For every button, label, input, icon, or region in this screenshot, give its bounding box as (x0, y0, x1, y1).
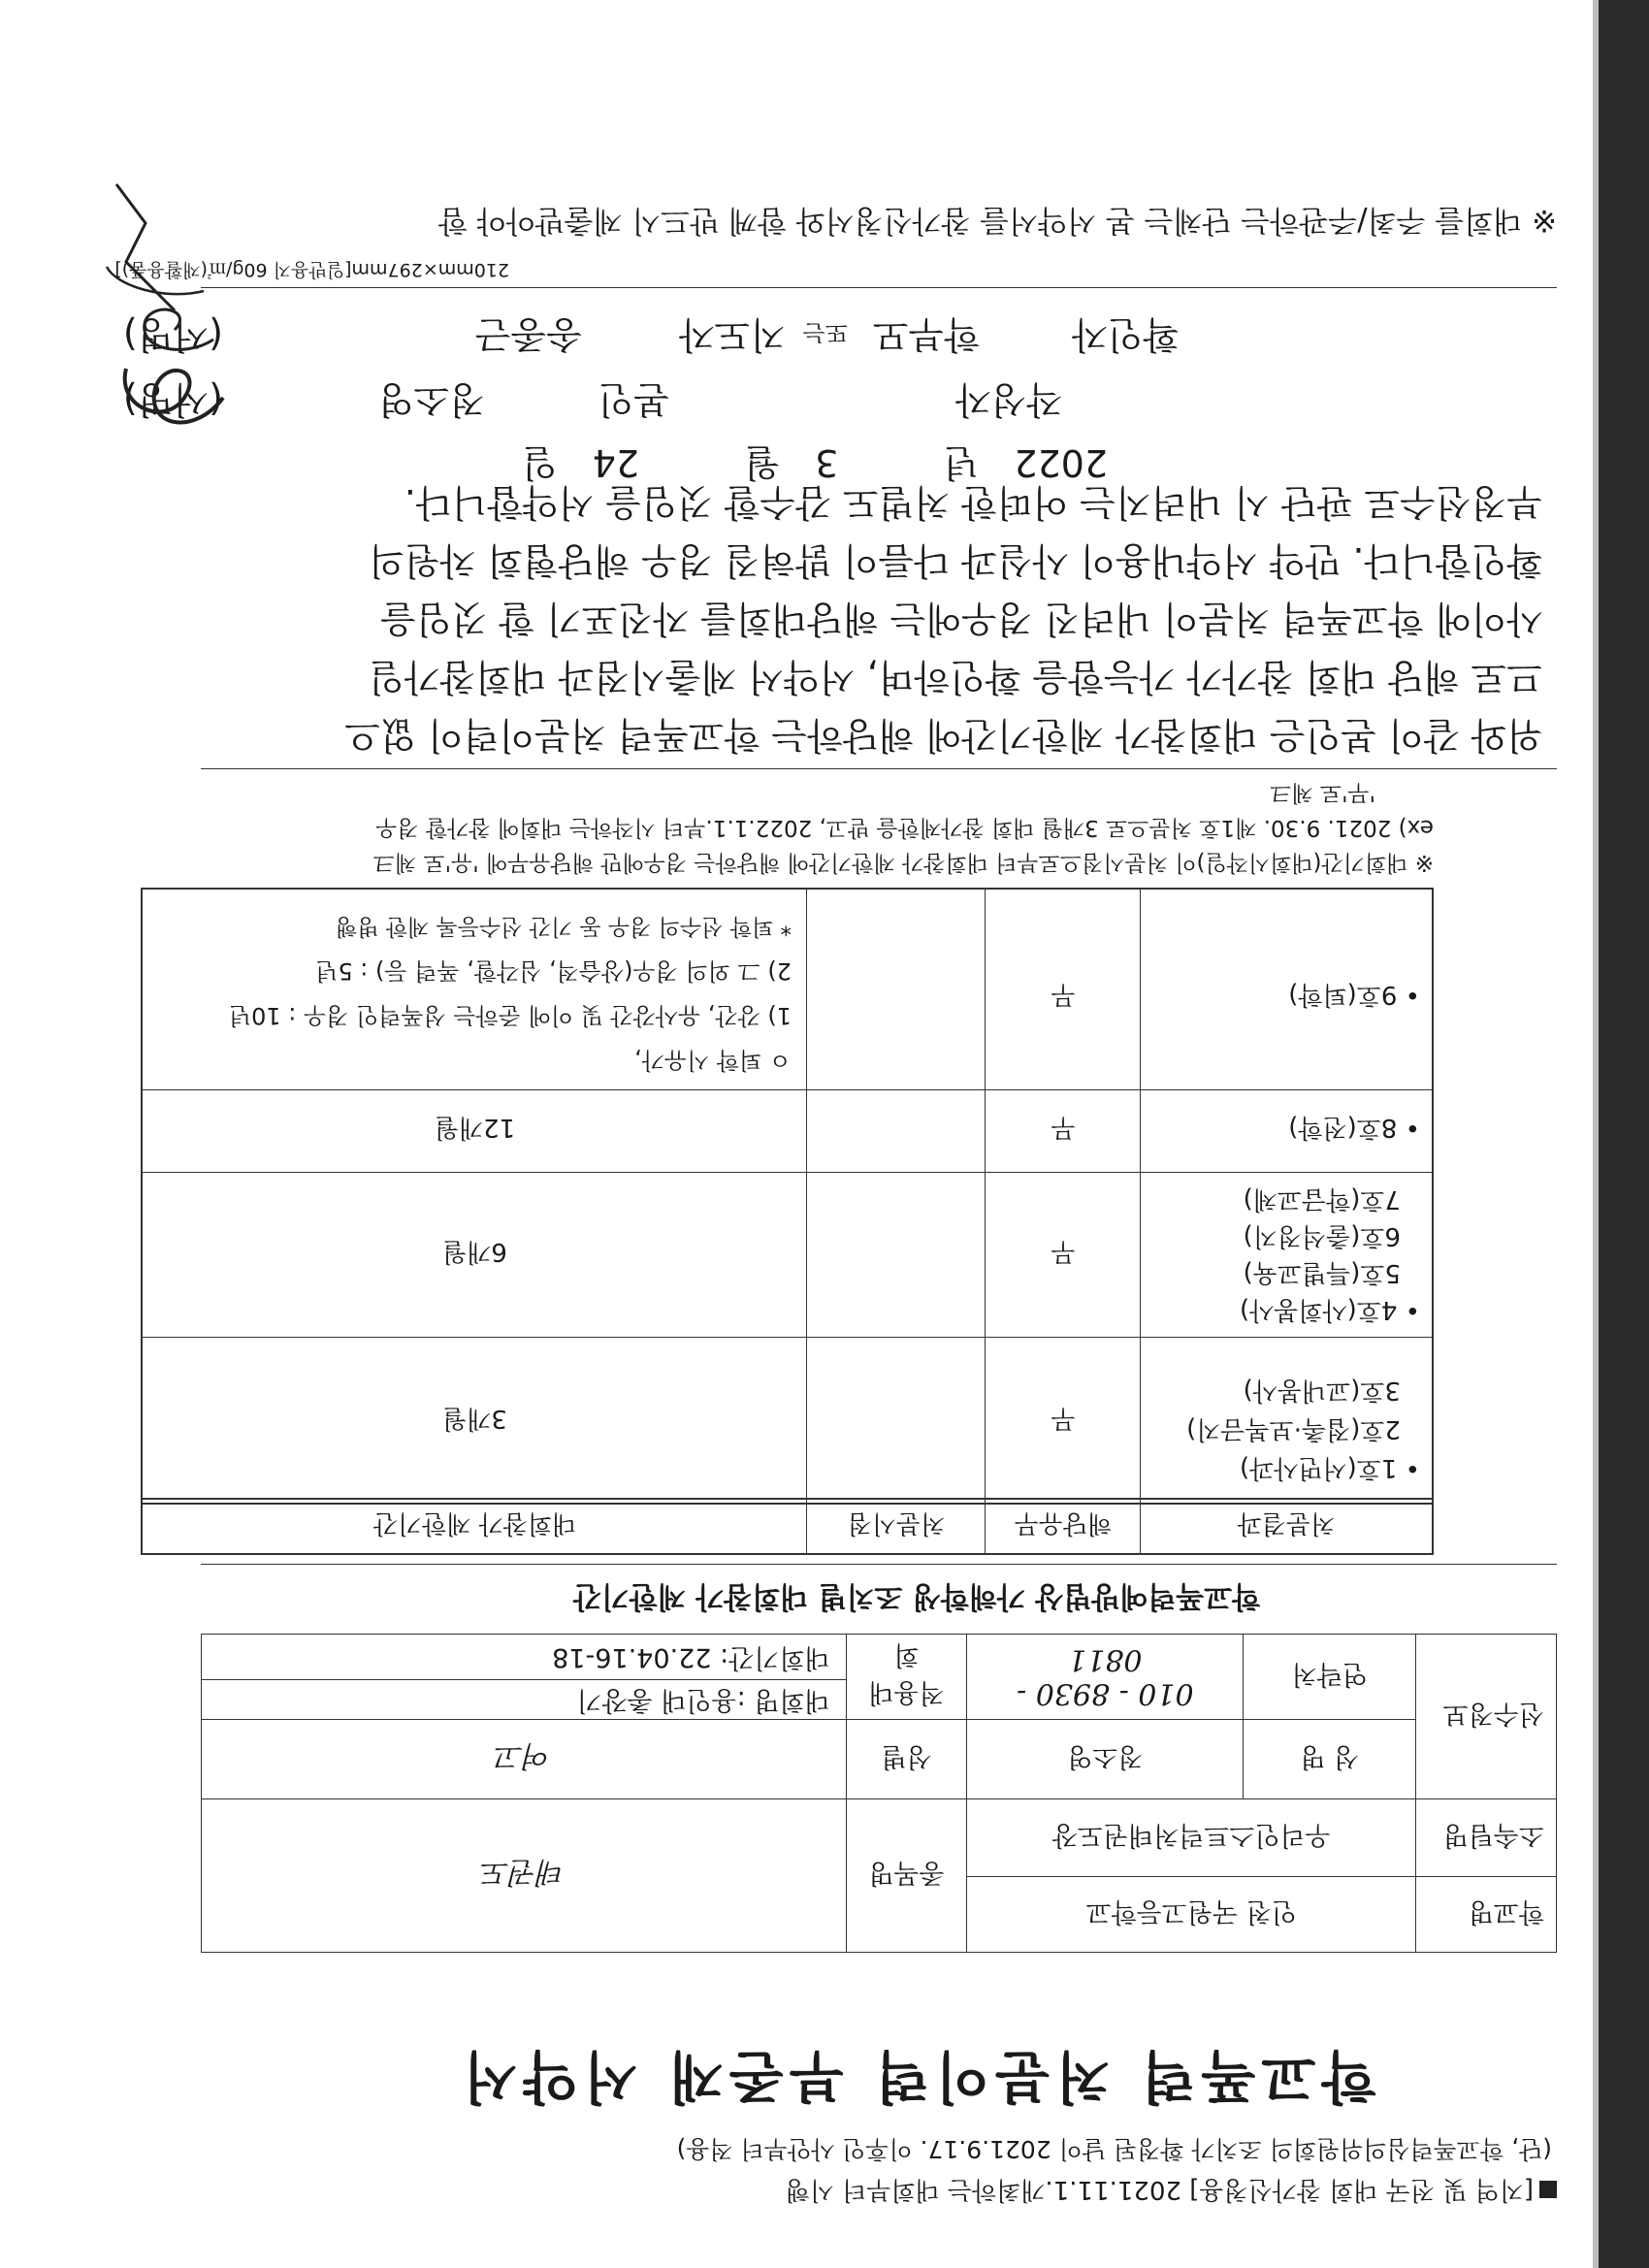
row-2-period: 6개월 (442, 1237, 507, 1266)
row-1-applicable: 무 (1051, 1404, 1076, 1433)
row-1-items (1186, 1371, 1420, 1487)
apply-cell (202, 1635, 847, 1720)
section-rule (201, 1564, 1557, 1565)
section-rule (201, 768, 1557, 769)
period-line: * 퇴학 선수의 경우 동 기간 선수등록 제한 병행 (336, 914, 792, 939)
pledge-line: 사이에 학교폭력 처분이 내려진 경우에는 해당대회를 자진포기 할 것임을 (380, 598, 1542, 640)
period-line: 2) 그 외의 경우(상습적, 심각할, 폭력 등) : 5년 (315, 957, 792, 985)
name-label: 성 명 (1244, 1720, 1416, 1799)
event-value: 태권도 (202, 1799, 847, 1953)
date-day-unit: 일 (521, 441, 558, 484)
sanction-item: 2호(접촉·보복금지) (1186, 1414, 1401, 1443)
sanction-item: 3호(교내봉사) (1243, 1376, 1401, 1405)
writer-role: 본인 (598, 378, 669, 421)
info-table (201, 1634, 1557, 1953)
school-value: 인천 국원고등학교 (967, 1877, 1416, 1953)
confirmer-role: 학부모 (872, 313, 980, 356)
signature-stroke (125, 369, 223, 422)
writer-label: 작성자 (954, 378, 1062, 421)
apply-event-period: 대회기간: 22.04.16-18 (552, 1642, 830, 1672)
confirmer-or: 또는 (802, 319, 848, 346)
gender-value: 여고 (202, 1720, 847, 1799)
footer-rule (201, 287, 1557, 288)
signature-stroke (145, 309, 213, 349)
note-line: (단, 학교폭력심의위원회의 조치가 확정된 날이 2021.9.17. 이후인 사안부터 적용) (676, 2135, 1552, 2163)
team-value: 우리인스트럭처태권도장 (967, 1799, 1416, 1877)
name-value: 정소영 (967, 1720, 1244, 1799)
pledge-line: 확인합니다. 만약 서약내용이 사실과 다름이 밝혀질 경우 해당협회 차원의 (369, 539, 1542, 582)
writer-name: 정소영 (377, 378, 485, 421)
item-text: 8호(전학) (1288, 1113, 1398, 1142)
row-4-applicable: 무 (1051, 980, 1076, 1009)
row-3-period: 12개월 (434, 1113, 516, 1142)
pledge-line: 부정선수로 판단 시 내려지는 어떠한 처벌도 감수할 것임을 서약합니다. (404, 481, 1542, 524)
pledge-line: 위와 같이 본인은 대회참가 제한기간에 해당하는 학교폭력 처분이력이 없으 (344, 714, 1542, 757)
period-line: 1) 강간, 유사강간 및 이에 준하는 성폭력인 경우 : 10년 (228, 1002, 792, 1029)
item-text: 4호(사회봉사) (1239, 1295, 1398, 1324)
athlete-label: 선수정보 (1416, 1635, 1557, 1799)
item-text: 1호(서면사과) (1239, 1453, 1398, 1482)
header-sanction-date: 처분시점 (847, 1508, 946, 1538)
document-title: 학교폭력 처분이력 부존재 서약서 (457, 2044, 1376, 2110)
school-label: 학교명 (1416, 1877, 1557, 1953)
row-3-items: • 8호(전학) (1288, 1113, 1420, 1142)
gender-label: 성별 (846, 1720, 967, 1799)
date-year-unit: 년 (943, 441, 980, 484)
scope-line (786, 2174, 1557, 2210)
row-rule (143, 1089, 1432, 1090)
apply-event-name: 대회명 :용인대 총장기 (202, 1679, 846, 1719)
sanction-table-title: 학교폭력예방법상 가해학생 조치별 대회참가 제한기간 (572, 1579, 1261, 1613)
confirmer-role-2: 지도자 (678, 313, 786, 356)
sanction-item: 6호(출석정지) (1243, 1221, 1401, 1250)
event-label: 종목명 (846, 1799, 967, 1953)
footnote-line-2: ex) 2021. 9.30. 제1호 처분으로 3개월 대회 참가제한을 받고, 2022.1.1.부터 시작하는 대회에 참가할 경우 (375, 815, 1434, 840)
confirmer-name: 송종근 (474, 313, 582, 356)
sanction-item: 7호(학급교체) (1243, 1184, 1401, 1214)
sanction-item: • 4호(사회봉사) (1239, 1295, 1420, 1324)
date-month-unit: 월 (744, 441, 781, 484)
item-text: 9호(퇴학) (1288, 980, 1398, 1009)
sanction-item: • 1호(서면사과) (1239, 1453, 1420, 1482)
date-day: 24 (592, 441, 640, 484)
date-month: 3 (815, 441, 839, 484)
scope-text: [지역 및 전국 대회 참가신청용] 2021.11.1.개최하는 대회부터 시행 (785, 2175, 1534, 2204)
header-rule (143, 1503, 1432, 1505)
apply-label: 적용대회 (846, 1635, 967, 1720)
header-rule-double (143, 1498, 1432, 1500)
row-2-items (1240, 1181, 1420, 1328)
footnote-line-1: ※ 대회기간(대회시작일)이 처분시점으로부터 대회참가 제한기간에 해당하는 경우에만 해당유무에 '유'로 체크 (372, 850, 1434, 875)
header-restriction-period: 대회참가 제한기간 (372, 1508, 577, 1538)
pledge-line: 므로 해당 대회 참가가 가능함을 확인하며, 서약서 제출시점과 대회참가일 (369, 656, 1542, 698)
date-year: 2022 (1014, 441, 1109, 484)
signature-stroke (116, 184, 175, 310)
row-rule (143, 1172, 1432, 1173)
row-3-applicable: 무 (1051, 1113, 1076, 1142)
row-4-items: • 9호(퇴학) (1288, 980, 1420, 1009)
period-line: ㅇ 퇴학 시유가, (634, 1047, 792, 1074)
row-4-period (151, 904, 792, 1083)
team-label: 소속팀명 (1416, 1799, 1557, 1877)
confirmer-seal: (서명) (122, 313, 223, 356)
row-2-applicable: 무 (1051, 1237, 1076, 1266)
sanction-item: 5호(특별교육) (1243, 1258, 1401, 1287)
footnote-line-3: '무'로 체크 (1270, 780, 1375, 805)
signature-mark (87, 165, 262, 456)
header-applicable: 해당유무 (1014, 1508, 1113, 1538)
writer-seal: (서명) (122, 378, 223, 421)
col-rule (806, 890, 807, 1553)
sanction-table (141, 888, 1434, 1555)
pledge-body (184, 473, 1542, 764)
row-rule (143, 1337, 1432, 1338)
header-result: 처분결과 (1237, 1508, 1336, 1538)
row-1-period: 3개월 (442, 1404, 507, 1433)
contact-label: 연락처 (1244, 1635, 1416, 1720)
bottom-note: ※ 대회를 주최/주관하는 단체는 본 서약서를 참가신청서와 함께 반드시 제출받아야 함 (437, 203, 1557, 238)
square-bullet-icon (1539, 2181, 1557, 2198)
contact-value: 010 - 8930 - 0811 (967, 1635, 1244, 1720)
confirmer-label: 확인자 (1071, 313, 1179, 356)
paper-size-note: 210mm×297mm[일반용지 60g/㎡(재활용품)] (114, 259, 509, 280)
